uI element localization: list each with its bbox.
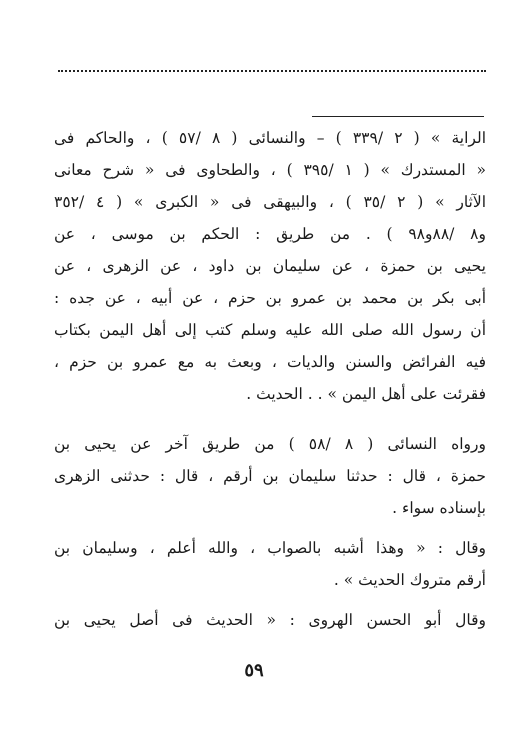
text-line: أن رسول الله صلى الله عليه وسلم كتب إلى أهل اليمن بكتاب: [54, 321, 486, 339]
footnote-separator: [312, 116, 484, 117]
text-line: فيه الفرائض والسنن والديات ، وبعث به مع عمرو بن حزم ،: [54, 353, 486, 371]
text-line: يحيى بن حمزة ، عن سليمان بن داود ، عن الزهرى ، عن: [54, 257, 486, 275]
text-line: ورواه النسائى ( ٨ /٥٨ ) من طريق آخر عن يحيى بن: [54, 435, 486, 453]
paragraph-4: [54, 604, 486, 636]
text-line: و٨ /٨٨و٩٨ ) . من طريق : الحكم بن موسى ، عن: [54, 225, 486, 243]
text-line: الآثار » ( ٢ /٣٥ ) ، والبيهقى فى « الكبرى » ( ٤ /٣٥٢: [54, 193, 487, 211]
paragraph-3: [54, 532, 486, 596]
text-line: فقرئت على أهل اليمن » . . الحديث .: [246, 385, 486, 403]
paragraph-2: [54, 428, 486, 524]
text-line: وقال أبو الحسن الهروى : « الحديث فى أصل يحيى بن: [54, 611, 486, 629]
text-line: أرقم متروك الحديث » .: [333, 571, 486, 589]
text-line: « المستدرك » ( ١ /٣٩٥ ) ، والطحاوى فى « شرح معانى: [54, 161, 486, 179]
page-number: ٥٩: [244, 660, 264, 681]
text-line: بإسناده سواء .: [392, 499, 486, 517]
text-line: أبى بكر بن محمد بن عمرو بن حزم ، عن أبيه ، عن جده :: [54, 289, 486, 307]
text-line: حمزة ، قال : حدثنا سليمان بن أرقم ، قال : حدثنى الزهرى: [54, 467, 486, 485]
text-line: وقال : « وهذا أشبه بالصواب ، والله أعلم ، وسليمان بن: [54, 539, 486, 557]
paragraph-1: [54, 122, 486, 410]
text-line: الراية » ( ٢ /٣٣٩ ) – والنسائى ( ٨ /٥٧ ) ، والحاكم فى: [54, 129, 486, 147]
dotted-separator: [58, 70, 486, 72]
